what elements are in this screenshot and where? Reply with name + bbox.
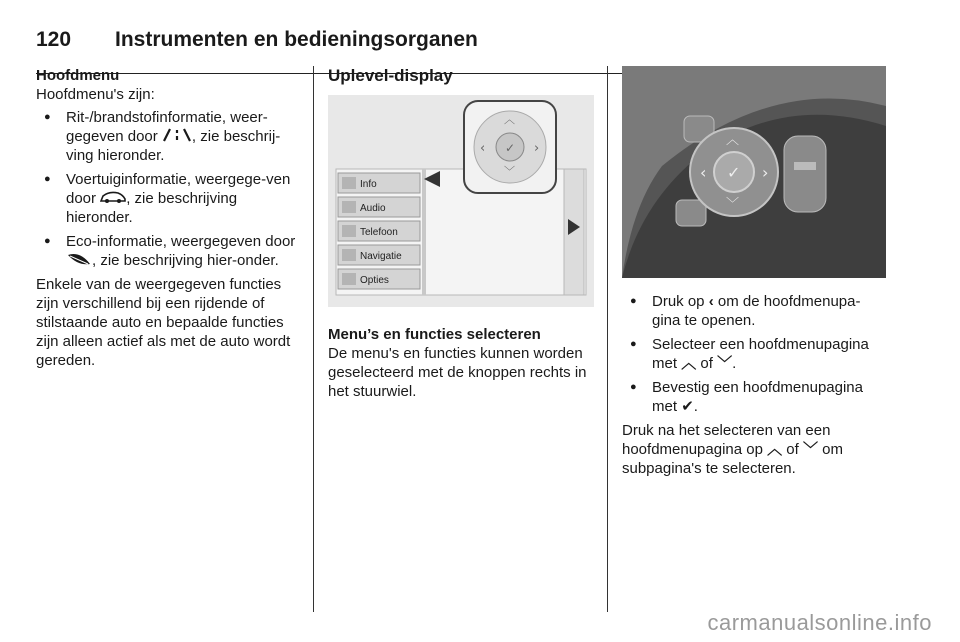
closing-paragraph: Enkele van de weergegeven functies zijn verschillend bij een rijdende of stilstaande auto en bepaalde functies zijn alleen actief als met de auto wordt gereden.: [36, 276, 291, 369]
section-heading-hoofdmenu: Hoofdmenu: [36, 67, 120, 84]
page-header: [36, 22, 886, 52]
chevron-right-icon: ›: [534, 141, 540, 156]
menu-item-audio: Audio: [360, 203, 386, 214]
chevron-up-icon: ︿: [726, 133, 740, 148]
eco-leaf-icon: [66, 252, 92, 266]
subpage-paragraph: Druk na het selecteren van een hoofdmenupagina op ︿ of ﹀ om subpagina's te selecteren.: [622, 422, 844, 477]
column-hoofdmenu: [36, 66, 298, 370]
section-heading-menus: Menu’s en functies selecteren: [328, 326, 541, 343]
list-item: ● Druk op ‹ om de hoofdmenupa-gina te openen.: [622, 292, 888, 330]
page-number: 120: [36, 28, 72, 51]
list-item: ● Eco-informatie, weergegeven door , zie beschrijving hier-onder.: [36, 232, 298, 270]
menu-item-opties: Opties: [360, 275, 389, 286]
section-heading-uplevel: Uplevel-display: [328, 66, 453, 85]
checkmark-icon: ✓: [727, 163, 741, 182]
list-item: ● Selecteer een hoofdmenupagina met ︿ of ﹀.: [622, 335, 888, 373]
chevron-down-icon: ﹀: [717, 355, 733, 372]
page-title: Instrumenten en bedieningsorganen: [115, 28, 478, 51]
uplevel-display-figure: [328, 95, 594, 307]
list-item: ● Voertuiginformatie, weergege-ven door , zie beschrijving hieronder.: [36, 170, 298, 227]
chevron-left-icon: ‹: [480, 141, 486, 156]
menu-item-telefoon: Telefoon: [360, 227, 398, 238]
chevron-left-icon: ‹: [708, 293, 714, 310]
menus-paragraph: De menu's en functies kunnen worden geselecteerd met de knoppen rechts in het stuurwiel.: [328, 345, 587, 400]
chevron-up-icon: ︿: [681, 355, 697, 372]
chevron-up-icon: ︿: [504, 113, 515, 126]
chevron-right-icon: ›: [762, 163, 769, 182]
checkmark-icon: ✓: [505, 141, 516, 155]
menu-list: [36, 108, 298, 270]
column-uplevel-display: [328, 66, 594, 401]
list-item: ● Rit-/brandstofinformatie, weer-gegeven door , zie beschrij-ving hieronder.: [36, 108, 298, 165]
chevron-down-icon: ﹀: [504, 165, 515, 178]
checkmark-icon: ✔: [681, 398, 694, 415]
chevron-up-icon: ︿: [767, 441, 783, 458]
intro-text: Hoofdmenu's zijn:: [36, 86, 155, 103]
column-divider-1: [313, 66, 314, 612]
list-item: ● Bevestig een hoofdmenupagina met ✔.: [622, 378, 888, 416]
menu-item-info: Info: [360, 179, 377, 190]
column-divider-2: [607, 66, 608, 612]
chevron-down-icon: ﹀: [803, 441, 819, 458]
steering-wheel-controls-figure: [622, 66, 886, 278]
chevron-down-icon: ﹀: [726, 197, 740, 212]
menu-item-navigatie: Navigatie: [360, 251, 402, 262]
instruction-list: [622, 292, 888, 416]
trip-fuel-icon: [162, 128, 192, 142]
vehicle-icon: [100, 190, 126, 204]
column-steering-instructions: [622, 292, 888, 478]
watermark: carmanualsonline.info: [707, 610, 932, 635]
chevron-left-icon: ‹: [700, 163, 707, 182]
